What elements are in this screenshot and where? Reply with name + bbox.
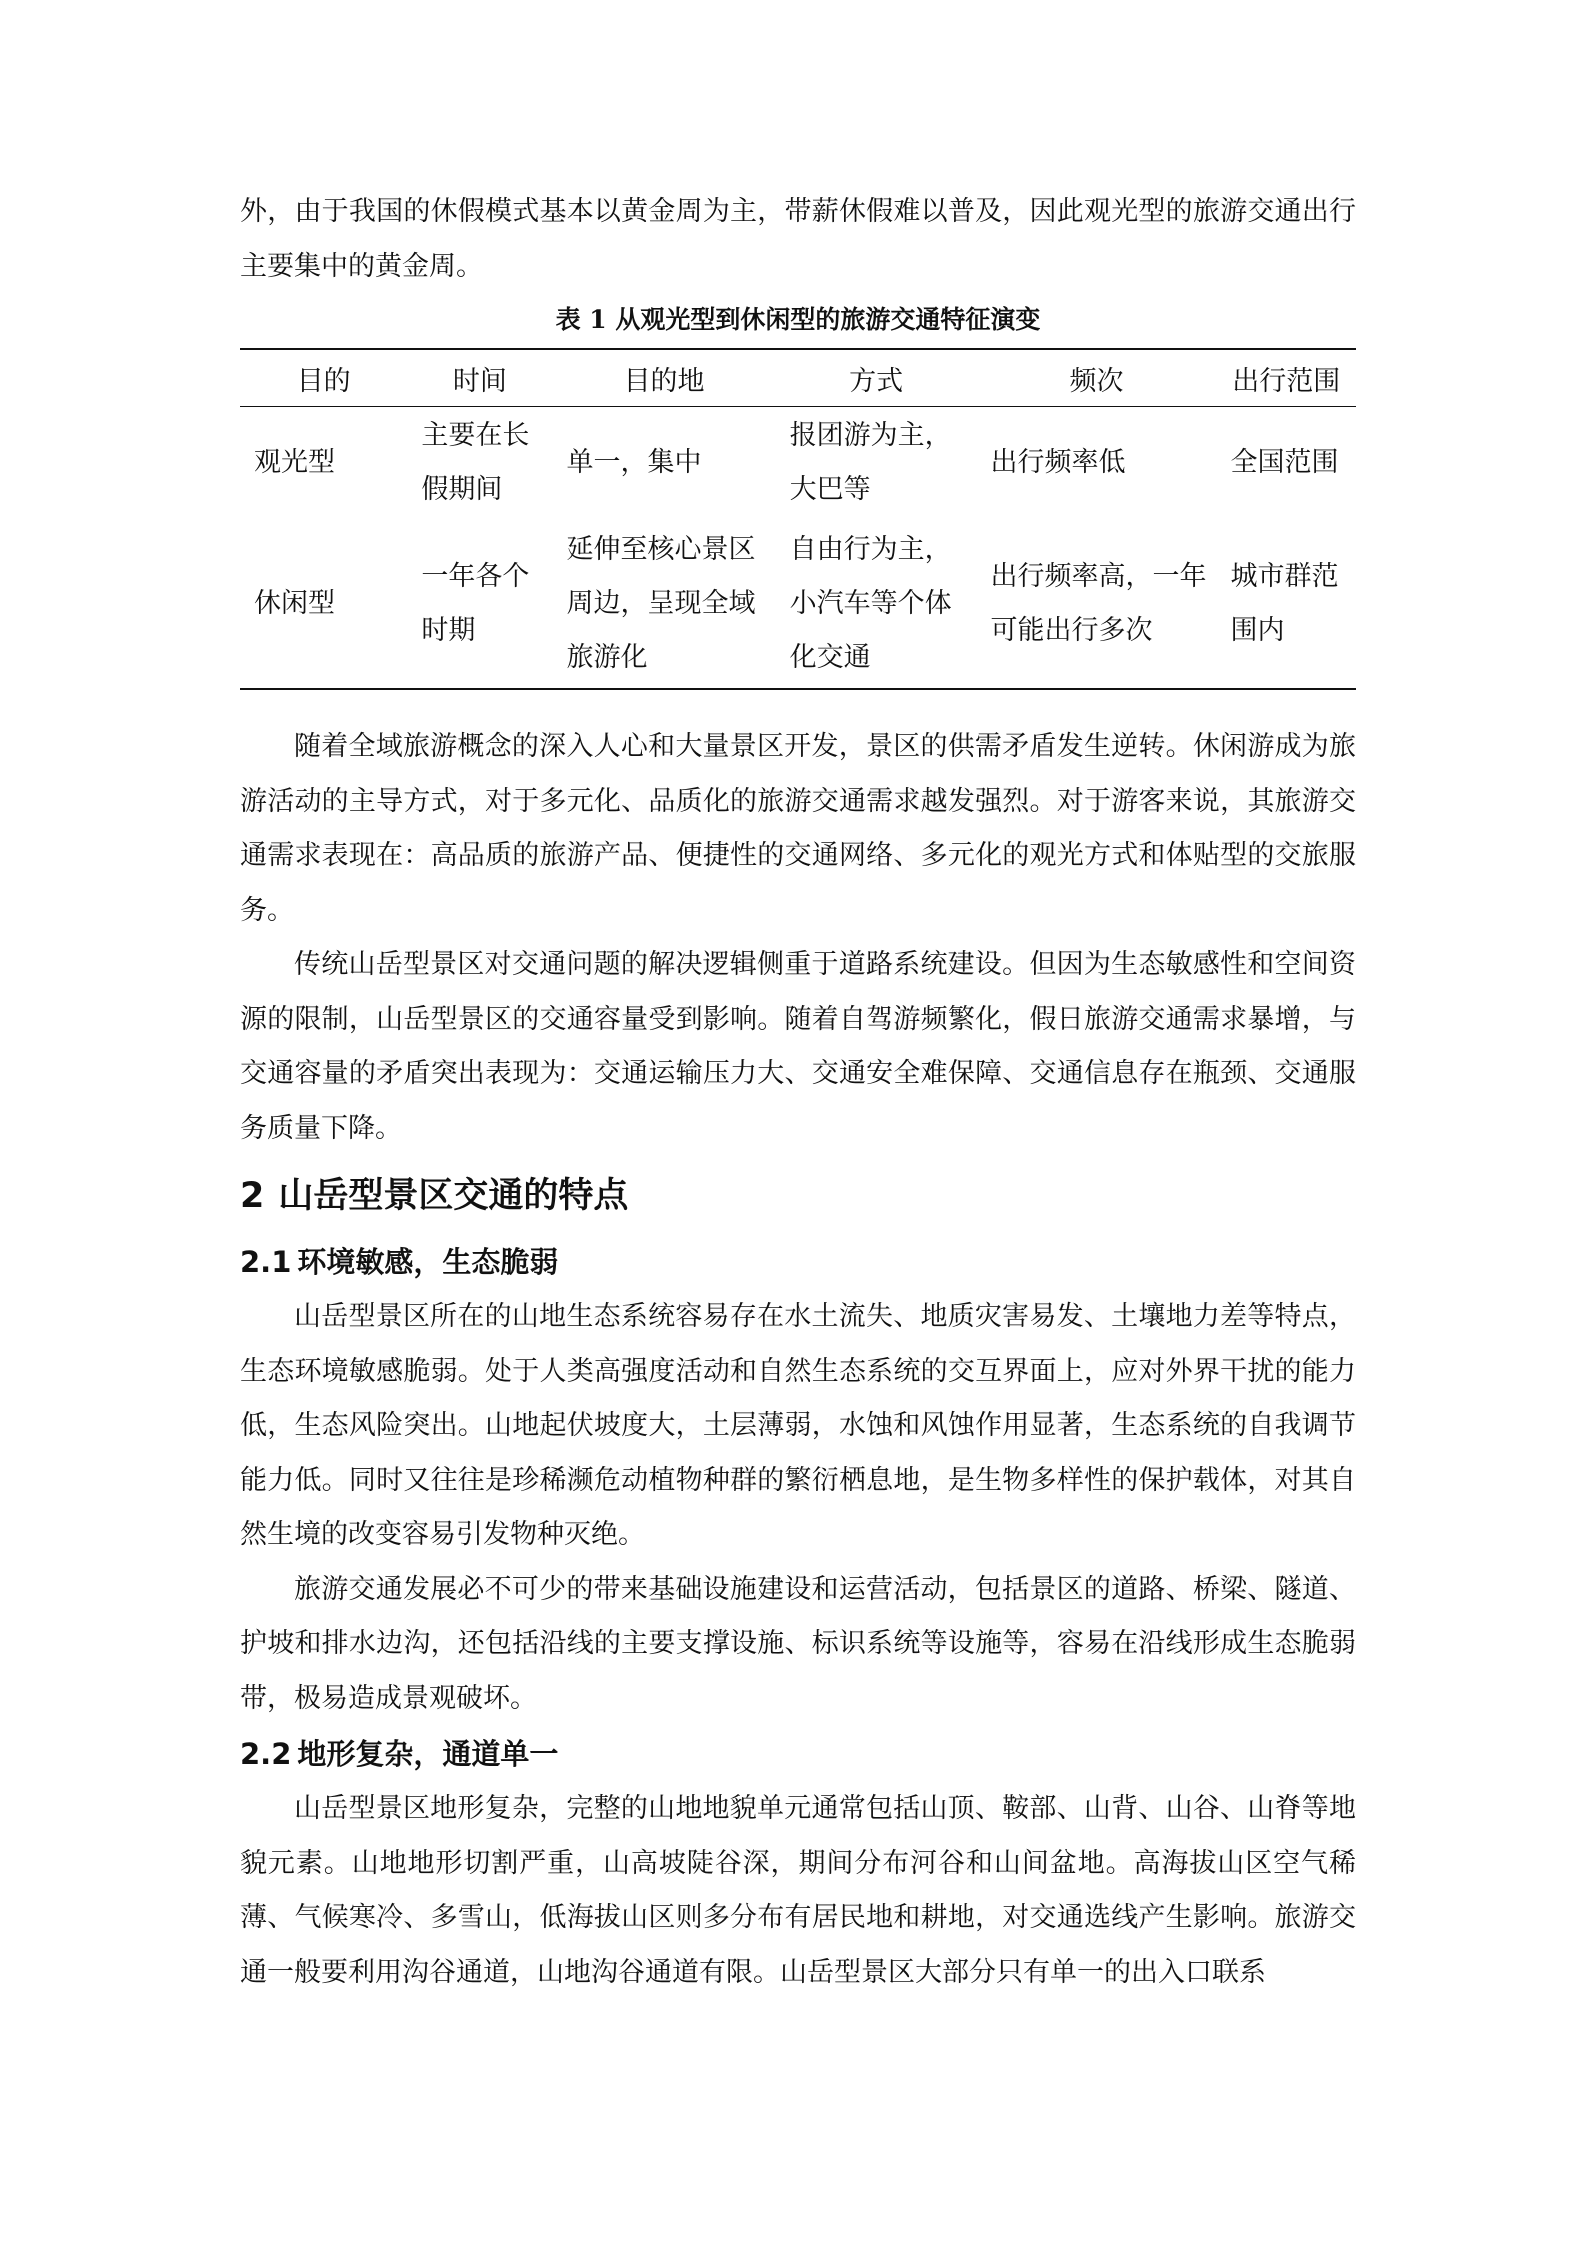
subsection-heading xyxy=(240,1234,1356,1290)
table-cell: 观光型 xyxy=(254,447,335,478)
section-title: 山岳型景区交通的特点 xyxy=(278,1176,629,1216)
table-cell: 出行频率低 xyxy=(990,447,1126,478)
header-time: 时间 xyxy=(407,349,552,407)
section-heading xyxy=(240,1168,1356,1224)
header-frequency: 频次 xyxy=(977,349,1217,407)
body-paragraph: 山岳型景区所在的山地生态系统容易存在水土流失、地质灾害易发、土壤地力差等特点，生态环境敏感脆弱。处于人类高强度活动和自然生态系统的交互界面上，应对外界干扰的能力低，生态风险突出。山地起伏坡度大，土层薄弱，水蚀和风蚀作用显著，生态系统的自我调节能力低。同时又往往是珍稀濒危动植物种群的繁衍栖息地，是生物多样性的保护载体，对其自然生境的改变容易引发物种灭绝。 xyxy=(240,1301,1356,1550)
table-cell: 单一，集中 xyxy=(566,447,702,478)
header-purpose: 目的 xyxy=(240,349,407,407)
section-number: 2 xyxy=(240,1176,265,1216)
table-row xyxy=(240,407,1356,521)
table-cell: 主要在长假期间 xyxy=(421,420,530,505)
table-cell: 一年各个时期 xyxy=(407,520,552,689)
subsection-number: 2.1 xyxy=(240,1245,292,1279)
body-paragraph: 随着全域旅游概念的深入人心和大量景区开发，景区的供需矛盾发生逆转。休闲游成为旅游活动的主导方式，对于多元化、品质化的旅游交通需求越发强烈。对于游客来说，其旅游交通需求表现在：高品质的旅游产品、便捷性的交通网络、多元化的观光方式和体贴型的交旅服务。 xyxy=(240,731,1356,926)
table-cell: 出行频率高，一年可能出行多次 xyxy=(977,520,1217,689)
header-destination: 目的地 xyxy=(552,349,775,407)
table-header-row xyxy=(240,349,1356,407)
subsection-title: 环境敏感，生态脆弱 xyxy=(297,1245,559,1279)
table-cell: 全国范围 xyxy=(1230,447,1339,478)
intro-paragraph: 外，由于我国的休假模式基本以黄金周为主，带薪休假难以普及，因此观光型的旅游交通出行主要集中的黄金周。 xyxy=(240,196,1356,282)
body-paragraph: 传统山岳型景区对交通问题的解决逻辑侧重于道路系统建设。但因为生态敏感性和空间资源的限制，山岳型景区的交通容量受到影响。随着自驾游频繁化，假日旅游交通需求暴增，与交通容量的矛盾突出表现为：交通运输压力大、交通安全难保障、交通信息存在瓶颈、交通服务质量下降。 xyxy=(240,949,1356,1144)
body-paragraph: 山岳型景区地形复杂，完整的山地地貌单元通常包括山顶、鞍部、山背、山谷、山脊等地貌元素。山地地形切割严重，山高坡陡谷深，期间分布河谷和山间盆地。高海拔山区空气稀薄、气候寒冷、多雪山，低海拔山区则多分布有居民地和耕地，对交通选线产生影响。旅游交通一般要利用沟谷通道，山地沟谷通道有限。山岳型景区大部分只有单一的出入口联系 xyxy=(240,1793,1356,1988)
header-mode: 方式 xyxy=(776,349,977,407)
body-paragraph: 旅游交通发展必不可少的带来基础设施建设和运营活动，包括景区的道路、桥梁、隧道、护坡和排水边沟，还包括沿线的主要支撑设施、标识系统等设施等，容易在沿线形成生态脆弱带，极易造成景观破坏。 xyxy=(240,1573,1356,1714)
table-cell: 休闲型 xyxy=(240,520,407,689)
table-row xyxy=(240,520,1356,689)
feature-evolution-table xyxy=(240,348,1356,690)
table-cell: 城市群范围内 xyxy=(1216,520,1356,689)
table-cell: 自由行为主，小汽车等个体化交通 xyxy=(776,520,977,689)
header-range: 出行范围 xyxy=(1216,349,1356,407)
table-cell: 延伸至核心景区周边，呈现全域旅游化 xyxy=(552,520,775,689)
table-cell: 报团游为主，大巴等 xyxy=(789,420,952,505)
subsection-number: 2.2 xyxy=(240,1737,292,1771)
subsection-title: 地形复杂，通道单一 xyxy=(297,1737,559,1771)
table-caption: 表 1 从观光型到休闲型的旅游交通特征演变 xyxy=(555,305,1041,334)
subsection-heading xyxy=(240,1726,1356,1782)
